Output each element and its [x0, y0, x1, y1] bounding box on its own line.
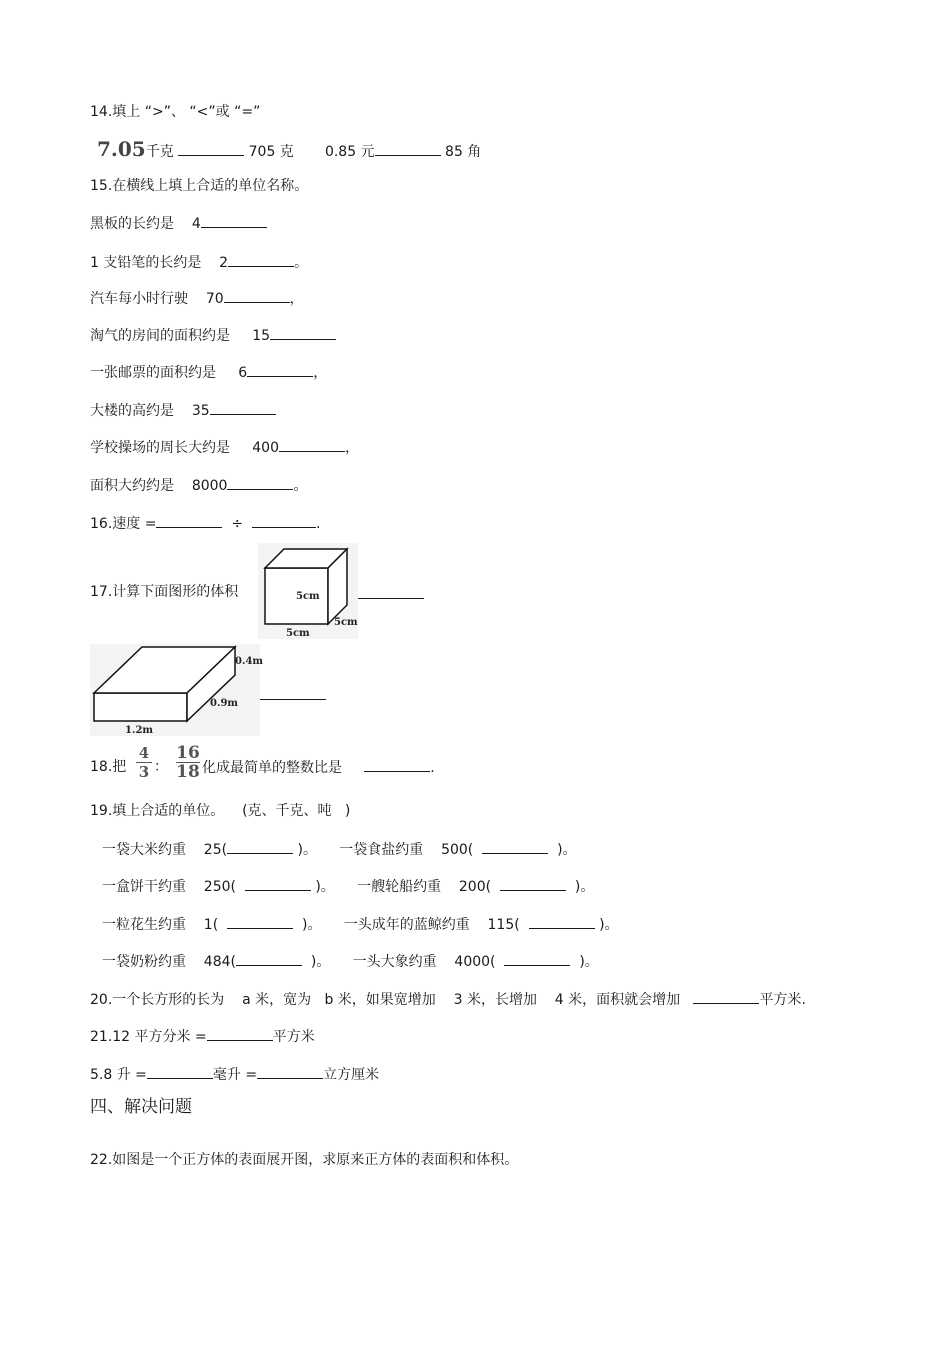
q16-blank-1[interactable] [156, 514, 222, 528]
q18-rest [202, 758, 435, 777]
q14-unit: 千克 [145, 144, 174, 160]
cuboid-label-depth: 0.9m [210, 698, 238, 709]
q15-item [90, 401, 276, 420]
cube-label-width: 5cm [286, 628, 310, 639]
q17-blank-2[interactable] [260, 686, 326, 700]
q14-row [97, 137, 482, 161]
q20-text: 20.一个长方形的长为 a 米，宽为 b 米，如果宽增加 3 米，长增加 4 米，面积就会增加 [90, 992, 681, 1008]
q21-text: 21.12 平方分米 = [90, 1029, 207, 1045]
q19-end: )。 [599, 917, 619, 933]
q21-text: 5.8 升 = [90, 1067, 147, 1083]
cuboid-label-length: 1.2m [125, 725, 153, 736]
q15-blank[interactable] [228, 253, 294, 267]
q21-unit: 立方厘米 [323, 1067, 380, 1083]
q19-item: 一盒饼干约重 250( [102, 879, 236, 895]
q19-blank[interactable] [227, 840, 293, 854]
q18-fraction-2 [176, 745, 200, 780]
q15-value: 15 [252, 328, 271, 344]
cuboid-figure [90, 644, 263, 736]
q15-value: 2 [219, 255, 229, 271]
q15-end: 。 [294, 255, 309, 271]
q18-prefix: 18.把 [90, 759, 127, 775]
q21-blank-3[interactable] [257, 1065, 323, 1079]
q15-end: ， [313, 365, 328, 381]
fraction-numerator: 16 [176, 743, 200, 763]
q19-row [102, 877, 594, 896]
q21-unit: 毫升 = [212, 1067, 258, 1083]
q18-colon: ： [154, 759, 168, 775]
q15-end: ， [345, 440, 359, 456]
q21-line-1 [90, 1027, 315, 1046]
q18-suffix: 化成最简单的整数比是 [202, 760, 342, 776]
q19-end: )。 [315, 879, 335, 895]
q14-right-a: 0.85 元 [324, 144, 375, 160]
q16-title: 16.速度 = [90, 516, 157, 532]
q18-fraction-1 [136, 745, 152, 780]
q20-end: 平方米. [759, 992, 806, 1008]
q14-right-b: 85 角 [445, 144, 482, 160]
q19-blank[interactable] [500, 877, 566, 891]
q19-title: 19.填上合适的单位。 (克、千克、吨 ) [90, 803, 351, 819]
q19-row [102, 840, 577, 859]
q19-blank[interactable] [236, 952, 302, 966]
q19-blank[interactable] [529, 915, 595, 929]
q19-end: )。 [557, 842, 577, 858]
q17-title: 17.计算下面图形的体积 [90, 584, 239, 600]
q16-blank-2[interactable] [252, 514, 316, 528]
q15-item [90, 214, 267, 233]
q19-end: )。 [301, 917, 322, 933]
q15-label: 面积大约约是 [90, 478, 174, 494]
q15-value: 35 [191, 403, 210, 419]
q19-row [102, 915, 619, 934]
q20-blank[interactable] [693, 990, 759, 1004]
fraction-numerator: 4 [138, 744, 150, 762]
cuboid-label-height: 0.4m [235, 656, 263, 667]
q15-item [90, 326, 336, 345]
q21-blank-1[interactable] [207, 1027, 273, 1041]
q21-blank-2[interactable] [147, 1065, 213, 1079]
cube-label-height: 5cm [296, 591, 320, 602]
q15-blank[interactable] [201, 214, 267, 228]
q14-title: 14.填上 “>”、 “<”或 “=” [90, 104, 261, 120]
q15-item [90, 476, 307, 495]
q15-label: 黑板的长约是 [90, 216, 174, 232]
q15-end: ， [289, 291, 304, 307]
q15-label: 淘气的房间的面积约是 [90, 328, 230, 344]
q17-blank-1[interactable] [358, 585, 424, 599]
q16-divide-sign: ÷ [231, 516, 244, 532]
q15-label: 汽车每小时行驶 [90, 291, 188, 307]
cube-figure [258, 543, 358, 639]
q19-blank[interactable] [227, 915, 293, 929]
q15-label: 1 支铅笔的长约是 [90, 255, 202, 271]
q15-title: 15.在横线上填上合适的单位名称。 [90, 178, 309, 194]
cube-label-depth: 5cm [334, 617, 358, 628]
q21-line-2 [90, 1065, 379, 1084]
q19-item: 一头大象约重 4000( [352, 954, 496, 970]
q15-label: 大楼的高约是 [90, 403, 174, 419]
q19-row [102, 952, 599, 971]
q15-value: 6 [238, 365, 248, 381]
q14-blank-1[interactable] [178, 142, 244, 156]
q15-blank[interactable] [247, 363, 313, 377]
q19-blank[interactable] [245, 877, 311, 891]
q15-blank[interactable] [279, 438, 345, 452]
q19-item: 一艘轮船约重 200( [357, 879, 492, 895]
q15-end: 。 [293, 478, 308, 494]
q15-blank[interactable] [224, 289, 290, 303]
q15-item [90, 438, 359, 457]
q15-item [90, 289, 304, 308]
q18-blank[interactable] [364, 758, 430, 772]
q19-end: )。 [297, 842, 317, 858]
q15-value: 8000 [191, 478, 228, 494]
q20-line [90, 990, 806, 1009]
q19-item: 一粒花生约重 1( [102, 917, 219, 933]
q15-item [90, 253, 308, 272]
q16-end: . [316, 516, 321, 532]
q15-value: 70 [205, 291, 224, 307]
section-title: 四、解决问题 [90, 1097, 192, 1117]
fraction-denominator: 18 [176, 762, 200, 782]
q15-value: 4 [191, 216, 201, 232]
q14-mid: 705 克 [248, 144, 294, 160]
q19-item: 一头成年的蓝鲸约重 115( [343, 917, 520, 933]
q19-item: 一袋大米约重 25( [102, 842, 228, 858]
q19-end: )。 [310, 954, 331, 970]
q15-blank[interactable] [210, 401, 276, 415]
q15-item [90, 363, 327, 382]
q14-big-number: 7.05 [97, 137, 146, 161]
fraction-denominator: 3 [138, 763, 150, 781]
q22-text: 22.如图是一个正方体的表面展开图，求原来正方体的表面积和体积。 [90, 1152, 519, 1168]
q19-item: 一袋奶粉约重 484( [102, 954, 236, 970]
q15-label: 一张邮票的面积约是 [90, 365, 216, 381]
q19-end: )。 [579, 954, 599, 970]
q18-end: . [430, 760, 435, 776]
q19-blank[interactable] [482, 840, 548, 854]
q15-value: 400 [252, 440, 279, 456]
q15-blank[interactable] [227, 476, 293, 490]
q19-blank[interactable] [504, 952, 570, 966]
q16-line [90, 514, 320, 533]
q21-unit: 平方米 [272, 1029, 315, 1045]
q14-blank-2[interactable] [375, 142, 441, 156]
q19-end: )。 [574, 879, 595, 895]
q15-blank[interactable] [270, 326, 336, 340]
q15-label: 学校操场的周长大约是 [90, 440, 230, 456]
q19-item: 一袋食盐约重 500( [339, 842, 474, 858]
